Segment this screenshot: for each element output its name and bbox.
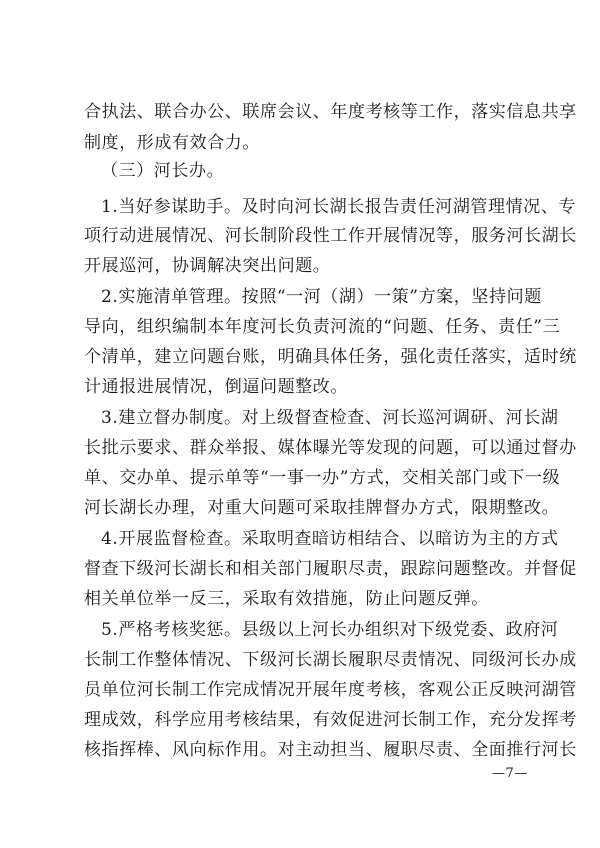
body-text-line: 4.开展监督检查。采取明查暗访相结合、以暗访为主的方式	[101, 529, 559, 549]
body-text-line: 3.建立督办制度。对上级督查检查、河长巡河调研、河长湖	[101, 408, 559, 428]
body-text-line: 相关单位举一反三，采取有效措施，防止问题反弹。	[84, 589, 489, 609]
body-text-line: 长批示要求、群众举报、媒体曝光等发现的问题，可以通过督办	[84, 438, 577, 458]
body-text-line: 计通报进展情况，倒逼问题整改。	[84, 377, 348, 397]
body-text-line: 河长湖长办理，对重大问题可采取挂牌督办方式，限期整改。	[84, 498, 560, 518]
body-text-line: 单、交办单、提示单等“一事一办”方式，交相关部门或下一级	[84, 468, 561, 488]
body-text-line: 合执法、联合办公、联席会议、年度考核等工作，落实信息共享	[84, 102, 577, 122]
body-text-line: 核指挥棒、风向标作用。对主动担当、履职尽责、全面推行河长	[84, 740, 577, 760]
body-text-line: 督查下级河长湖长和相关部门履职尽责，跟踪问题整改。并督促	[84, 559, 577, 579]
body-text-line: 1.当好参谋助手。及时向河长湖长报告责任河湖管理情况、专	[101, 197, 577, 217]
body-text-line: 个清单，建立问题台账，明确具体任务，强化责任落实，适时统	[84, 347, 577, 367]
body-text-line: 员单位河长制工作完成情况开展年度考核，客观公正反映河湖管	[84, 680, 577, 700]
page-number: —7—	[492, 766, 528, 781]
body-text-line: 导向，组织编制本年度河长负责河流的“问题、任务、责任”三	[84, 317, 561, 337]
body-text-line: 2.实施清单管理。按照“一河（湖）一策”方案，坚持问题	[101, 287, 542, 307]
section-heading: （三）河长办。	[101, 161, 225, 181]
body-text-line: 项行动进展情况、河长制阶段性工作开展情况等，服务河长湖长	[84, 226, 577, 246]
body-text-line: 开展巡河，协调解决突出问题。	[84, 256, 331, 276]
body-text-line: 理成效，科学应用考核结果，有效促进河长制工作，充分发挥考	[84, 710, 577, 730]
body-text-line: 5.严格考核奖惩。县级以上河长办组织对下级党委、政府河	[101, 620, 559, 640]
body-text-line: 制度，形成有效合力。	[84, 133, 260, 153]
body-text-line: 长制工作整体情况、下级河长湖长履职尽责情况、同级河长办成	[84, 650, 577, 670]
